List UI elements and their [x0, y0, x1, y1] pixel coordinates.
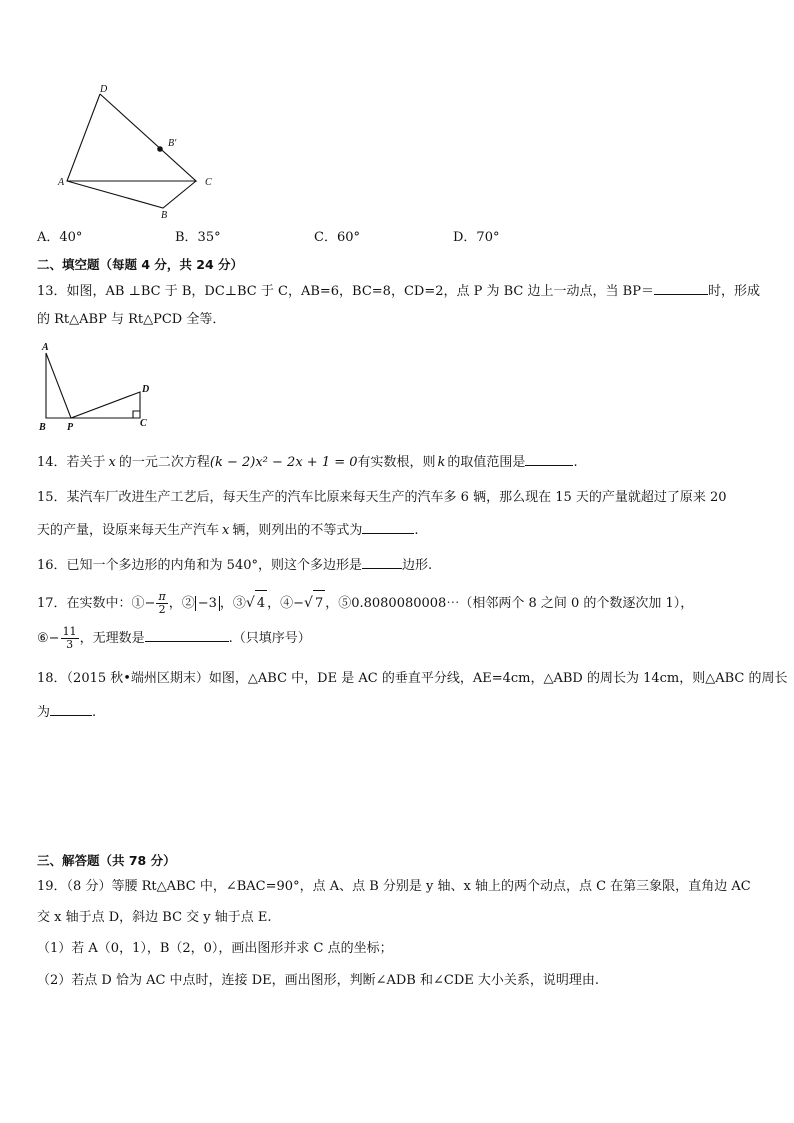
q12-option-d: D．70°	[453, 230, 500, 245]
q18-line2-pre: 为	[37, 705, 51, 720]
fig12-label-b: B	[161, 210, 168, 221]
fig12-outline	[67, 94, 196, 181]
q19-line2: 交 x 轴于点 D，斜边 BC 交 y 轴于点 E.	[37, 910, 272, 925]
q16-line	[37, 555, 432, 575]
q17-abs-value: −3	[195, 596, 220, 611]
figure-q12	[55, 80, 225, 225]
q13-line1-text: 13．如图，AB ⊥BC 于 B，DC⊥BC 于 C，AB=6，BC=8，CD=2，点 P 为 BC 边上一动点，当 BP＝	[37, 284, 654, 299]
q17-sep3: ，③	[219, 596, 246, 611]
q17-minus2: −	[293, 596, 305, 611]
q12-option-a: A．40°	[37, 230, 83, 245]
q15-line2	[37, 520, 419, 540]
q19-line3: （1）若 A（0，1），B（2，0），画出图形并求 C 点的坐标；	[37, 941, 393, 956]
q19-line4: （2）若点 D 恰为 AC 中点时，连接 DE，画出图形，判断∠ADB 和∠CDE 大小关系，说明理由.	[37, 973, 600, 988]
q17-radical2-icon: √	[304, 595, 313, 611]
q15-line2-post: 辆，则列出的不等式为	[232, 523, 363, 538]
q17-sqrt1: 4	[255, 590, 267, 617]
q17-pre: 17．在实数中：①	[37, 596, 145, 611]
q17-line2	[37, 626, 311, 652]
q17-l2-pre: ⑥	[37, 631, 49, 646]
fig12-label-bprime: B′	[168, 138, 177, 149]
q15-var-x: x	[222, 523, 230, 538]
q17-fraction-pi	[156, 591, 167, 616]
section3-title: 三、解答题（共 78 分）	[37, 853, 176, 868]
q17-frac2-den: 3	[66, 638, 74, 651]
q17-fraction-11-3	[61, 626, 79, 651]
q18-line2	[37, 702, 96, 722]
fig12-label-c: C	[205, 177, 212, 188]
fig13-right-angle	[133, 411, 140, 418]
fig13-label-d: D	[142, 384, 150, 395]
q14-post2: 的取值范围是	[447, 455, 526, 470]
fig13-label-a: A	[42, 342, 49, 353]
q13-line1-end: 时，形成	[707, 284, 760, 299]
q15-line2-pre: 天的产量，设原来每天生产汽车	[37, 523, 220, 538]
q14-answer-blank[interactable]	[525, 452, 573, 466]
q12-option-c: C．60°	[314, 230, 360, 245]
q17-answer-blank[interactable]	[145, 628, 229, 642]
q16-pre: 16．已知一个多边形的内角和为 540°，则这个多边形是	[37, 558, 362, 573]
q17-l2-post: .（只填序号）	[228, 631, 311, 646]
q17-minus3: −	[48, 631, 60, 646]
q13-line1	[37, 281, 760, 301]
q17-line1	[37, 590, 693, 617]
fig12-label-a: A	[58, 177, 65, 188]
q12-option-b: B．35°	[175, 230, 221, 245]
q16-answer-blank[interactable]	[362, 555, 402, 569]
q18-line1: 18．（2015 秋•端州区期末）如图，△ABC 中，DE 是 AC 的垂直平分线，AE=4cm，△ABD 的周长为 14cm，则△ABC 的周长	[37, 671, 788, 686]
q17-l2-mid: ，无理数是	[79, 631, 145, 646]
q14-mid: 的一元二次方程	[118, 455, 210, 470]
q14-post1: 有实数根，则	[357, 455, 436, 470]
q13-line2: 的 Rt△ABP 与 Rt△PCD 全等．	[37, 312, 226, 327]
fig13-outline	[46, 353, 140, 418]
q18-answer-blank[interactable]	[50, 702, 92, 716]
fig12-label-d: D	[100, 84, 108, 95]
q14-equation: (k − 2)x² − 2x + 1 = 0	[209, 455, 358, 470]
fig13-label-p: P	[67, 422, 74, 433]
fig13-label-b: B	[39, 422, 46, 433]
q14-line	[37, 452, 578, 472]
fig12-triangle-abc	[67, 181, 196, 208]
figure-q13	[37, 340, 167, 435]
q17-frac1-den: 2	[158, 603, 166, 616]
q18-end: .	[92, 705, 97, 720]
q13-answer-blank[interactable]	[654, 281, 708, 295]
q14-var-x: x	[108, 455, 116, 470]
q19-line1: 19．（8 分）等腰 Rt△ABC 中，∠BAC=90°，点 A、点 B 分别是 y 轴、x 轴上的两个动点，点 C 在第三象限，直角边 AC	[37, 879, 751, 894]
q17-minus1: −	[144, 596, 156, 611]
q17-sep5: ，⑤0.8080080008⋯（相邻两个 8 之间 0 的个数逐次加 1），	[325, 596, 694, 611]
q15-line1: 15．某汽车厂改进生产工艺后，每天生产的汽车比原来每天生产的汽车多 6 辆，那么现在 15 天的产量就超过了原来 20	[37, 490, 727, 505]
q15-answer-blank[interactable]	[362, 520, 414, 534]
fig13-label-c: C	[140, 418, 147, 429]
q17-radical1-icon: √	[245, 595, 255, 611]
q17-sep2: ，②	[168, 596, 195, 611]
q15-end: .	[414, 523, 419, 538]
q14-pre: 14．若关于	[37, 455, 106, 470]
q16-post: 边形.	[402, 558, 433, 573]
fig12-point-bprime	[157, 146, 163, 152]
q17-sqrt2: 7	[313, 590, 325, 617]
section2-title: 二、填空题（每题 4 分，共 24 分）	[37, 257, 244, 272]
q17-sep4: ，④	[267, 596, 294, 611]
q17-frac1-num: π	[158, 590, 166, 603]
q17-frac2-num: 11	[62, 625, 77, 638]
q14-var-k: k	[437, 455, 446, 470]
q14-end: .	[573, 455, 578, 470]
